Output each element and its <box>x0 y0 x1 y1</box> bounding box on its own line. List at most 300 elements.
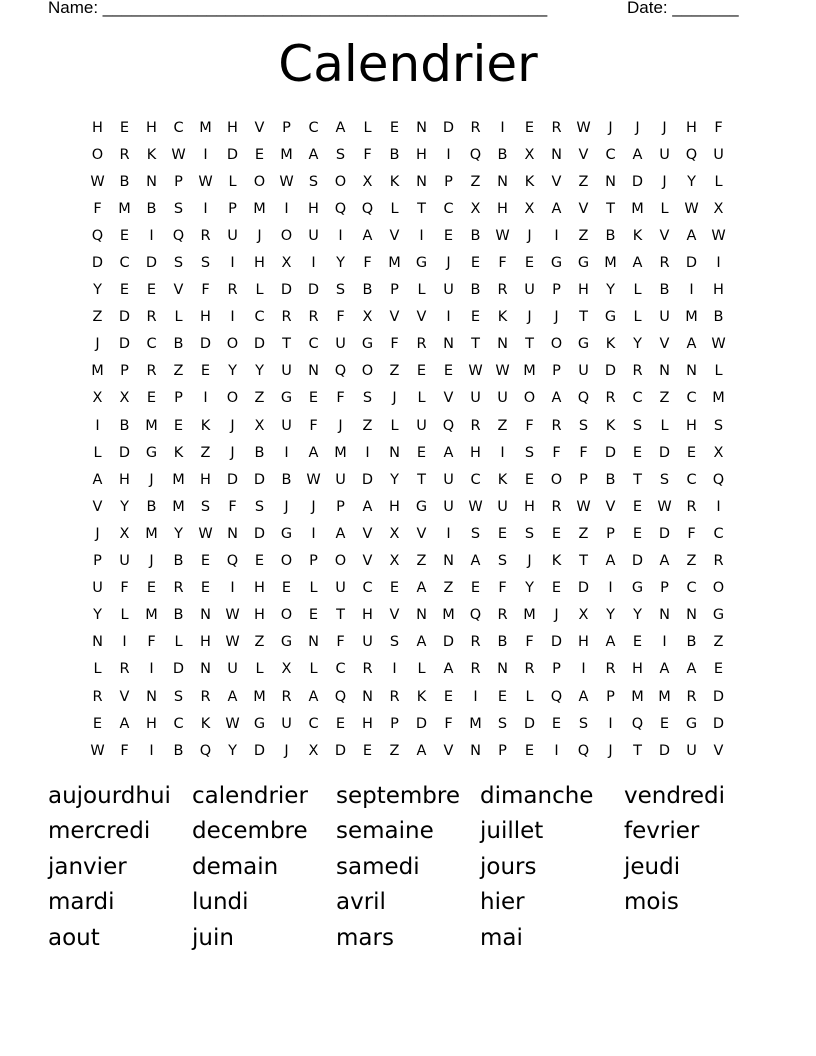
grid-letter: Z <box>92 309 103 326</box>
grid-letter: D <box>658 444 671 461</box>
grid-letter: J <box>95 525 100 542</box>
grid-letter: Y <box>93 282 102 299</box>
grid-letter: C <box>119 255 130 272</box>
grid-letter: B <box>713 309 724 326</box>
grid-letter: X <box>578 607 589 624</box>
grid-letter: E <box>497 688 508 705</box>
grid-letter: J <box>149 553 154 570</box>
grid-letter: F <box>363 255 372 272</box>
grid-letter: I <box>230 255 235 272</box>
grid-letter: W <box>90 742 105 759</box>
grid-letter: Z <box>578 227 589 244</box>
grid-letter: I <box>554 742 559 759</box>
grid-letter: M <box>712 390 725 407</box>
grid-letter: C <box>308 715 319 732</box>
grid-letter: Z <box>578 173 589 190</box>
grid-letter: B <box>497 146 508 163</box>
grid-letter: Z <box>686 553 697 570</box>
grid-letter: T <box>633 742 642 759</box>
grid-letter: P <box>660 580 669 597</box>
grid-letter: L <box>363 119 372 136</box>
grid-letter: L <box>714 173 723 190</box>
grid-letter: P <box>390 282 399 299</box>
grid-letter: Q <box>334 688 347 705</box>
grid-letter: Q <box>631 715 644 732</box>
grid-letter: N <box>497 336 508 353</box>
grid-letter: Y <box>120 498 129 515</box>
grid-row <box>84 331 732 358</box>
grid-letter: S <box>335 146 346 163</box>
grid-letter: D <box>442 634 455 651</box>
word-bank-item: mercredi <box>48 818 151 845</box>
grid-letter: H <box>146 119 157 136</box>
grid-letter: Y <box>255 363 264 380</box>
grid-letter: A <box>119 715 130 732</box>
grid-letter: R <box>632 363 643 380</box>
grid-letter: I <box>122 634 127 651</box>
grid-letter: N <box>443 553 454 570</box>
grid-letter: E <box>389 580 400 597</box>
grid-letter: U <box>335 580 346 597</box>
grid-letter: P <box>336 498 345 515</box>
grid-letter: U <box>659 146 670 163</box>
grid-letter: H <box>632 661 643 678</box>
grid-letter: I <box>500 119 505 136</box>
grid-letter: A <box>632 255 643 272</box>
grid-letter: P <box>579 471 588 488</box>
grid-letter: E <box>632 444 643 461</box>
grid-letter: H <box>254 255 265 272</box>
grid-letter: A <box>308 444 319 461</box>
word-bank-item: semaine <box>336 818 434 845</box>
grid-letter: E <box>362 742 373 759</box>
grid-letter: H <box>119 471 130 488</box>
grid-letter: T <box>336 607 345 624</box>
word-bank-row <box>48 885 778 921</box>
grid-letter: S <box>308 173 319 190</box>
grid-letter: U <box>497 390 508 407</box>
grid-letter: E <box>470 580 481 597</box>
grid-letter: W <box>225 607 240 624</box>
grid-letter: G <box>280 525 293 542</box>
grid-letter: J <box>635 119 640 136</box>
grid-letter: M <box>91 363 104 380</box>
grid-letter: I <box>365 444 370 461</box>
grid-letter: I <box>149 661 154 678</box>
grid-letter: J <box>149 471 154 488</box>
grid-letter: I <box>662 634 667 651</box>
grid-letter: U <box>524 282 535 299</box>
grid-letter: N <box>92 634 103 651</box>
grid-letter: S <box>524 444 535 461</box>
grid-letter: D <box>685 255 698 272</box>
word-bank-item: mai <box>480 924 523 951</box>
grid-letter: D <box>172 661 185 678</box>
grid-letter: U <box>335 471 346 488</box>
grid-letter: U <box>362 634 373 651</box>
grid-letter: E <box>416 444 427 461</box>
grid-letter: E <box>470 309 481 326</box>
grid-letter: O <box>550 336 563 353</box>
grid-row <box>84 141 732 168</box>
grid-letter: N <box>308 634 319 651</box>
grid-letter: L <box>255 282 264 299</box>
grid-letter: W <box>468 498 483 515</box>
grid-letter: R <box>308 309 319 326</box>
grid-letter: F <box>336 309 345 326</box>
grid-letter: F <box>120 580 129 597</box>
grid-letter: G <box>280 634 293 651</box>
grid-letter: Q <box>469 146 482 163</box>
grid-letter: R <box>605 390 616 407</box>
grid-letter: L <box>525 688 534 705</box>
grid-letter: H <box>389 498 400 515</box>
grid-letter: C <box>686 390 697 407</box>
grid-letter: L <box>174 309 183 326</box>
grid-letter: M <box>334 444 347 461</box>
grid-letter: C <box>632 390 643 407</box>
grid-letter: R <box>146 363 157 380</box>
grid-letter: J <box>554 607 559 624</box>
grid-letter: E <box>632 498 643 515</box>
grid-letter: E <box>200 363 211 380</box>
grid-letter: R <box>416 336 427 353</box>
grid-letter: N <box>416 119 427 136</box>
grid-letter: D <box>226 471 239 488</box>
grid-letter: E <box>659 715 670 732</box>
grid-letter: H <box>497 200 508 217</box>
grid-letter: K <box>389 173 400 190</box>
grid-letter: H <box>227 119 238 136</box>
grid-letter: X <box>713 200 724 217</box>
grid-letter: F <box>714 119 723 136</box>
grid-letter: V <box>416 309 427 326</box>
word-bank-item: jours <box>480 853 537 880</box>
grid-letter: K <box>605 336 616 353</box>
grid-letter: I <box>230 580 235 597</box>
grid-letter: N <box>497 661 508 678</box>
grid-letter: S <box>578 715 589 732</box>
grid-letter: C <box>335 661 346 678</box>
word-bank-item: janvier <box>48 853 127 880</box>
grid-letter: X <box>281 255 292 272</box>
grid-letter: I <box>419 227 424 244</box>
grid-letter: I <box>95 417 100 434</box>
grid-letter: U <box>281 715 292 732</box>
grid-letter: Q <box>226 553 239 570</box>
grid-row <box>84 629 732 656</box>
grid-letter: H <box>200 471 211 488</box>
grid-letter: Q <box>712 471 725 488</box>
grid-letter: V <box>578 146 589 163</box>
grid-row <box>84 466 732 493</box>
grid-letter: V <box>578 200 589 217</box>
grid-letter: R <box>470 634 481 651</box>
grid-letter: L <box>120 607 129 624</box>
grid-letter: A <box>416 580 427 597</box>
grid-letter: P <box>174 390 183 407</box>
grid-letter: T <box>606 200 615 217</box>
word-bank-row <box>48 849 778 885</box>
grid-letter: X <box>92 390 103 407</box>
grid-letter: W <box>657 498 672 515</box>
grid-letter: H <box>200 309 211 326</box>
date-field-line: Date: _______ <box>627 0 739 17</box>
grid-letter: Q <box>172 227 185 244</box>
grid-letter: J <box>446 255 451 272</box>
grid-letter: D <box>253 336 266 353</box>
grid-letter: O <box>523 390 536 407</box>
grid-letter: E <box>443 227 454 244</box>
grid-letter: S <box>254 498 265 515</box>
grid-letter: L <box>309 580 318 597</box>
word-bank-item: mois <box>624 889 679 916</box>
grid-letter: J <box>284 498 289 515</box>
grid-letter: S <box>173 688 184 705</box>
grid-row <box>84 249 732 276</box>
grid-letter: A <box>686 661 697 678</box>
grid-letter: C <box>443 200 454 217</box>
grid-row <box>84 439 732 466</box>
grid-letter: I <box>203 390 208 407</box>
grid-letter: Z <box>713 634 724 651</box>
grid-letter: K <box>551 553 562 570</box>
grid-letter: J <box>311 498 316 515</box>
grid-letter: R <box>227 282 238 299</box>
grid-letter: B <box>686 634 697 651</box>
grid-letter: R <box>362 661 373 678</box>
grid-row <box>84 710 732 737</box>
grid-letter: M <box>118 200 131 217</box>
grid-letter: S <box>173 255 184 272</box>
grid-letter: T <box>579 309 588 326</box>
grid-letter: A <box>659 553 670 570</box>
grid-letter: P <box>498 742 507 759</box>
grid-letter: P <box>444 173 453 190</box>
grid-letter: V <box>713 742 724 759</box>
grid-letter: G <box>685 715 698 732</box>
grid-letter: G <box>712 607 725 624</box>
grid-letter: A <box>659 661 670 678</box>
grid-letter: I <box>608 580 613 597</box>
grid-letter: K <box>146 146 157 163</box>
grid-letter: W <box>576 119 591 136</box>
word-bank-row <box>48 778 778 814</box>
grid-letter: K <box>605 417 616 434</box>
grid-letter: O <box>280 553 293 570</box>
grid-letter: I <box>554 227 559 244</box>
grid-letter: V <box>605 498 616 515</box>
grid-letter: A <box>605 634 616 651</box>
grid-letter: Y <box>525 580 534 597</box>
grid-letter: J <box>284 742 289 759</box>
grid-letter: U <box>578 363 589 380</box>
grid-letter: D <box>118 309 131 326</box>
grid-letter: R <box>713 553 724 570</box>
grid-letter: S <box>200 255 211 272</box>
grid-letter: S <box>173 200 184 217</box>
grid-letter: C <box>308 119 319 136</box>
grid-letter: Z <box>416 553 427 570</box>
grid-letter: R <box>551 417 562 434</box>
grid-letter: E <box>686 444 697 461</box>
grid-letter: X <box>308 742 319 759</box>
grid-letter: H <box>470 444 481 461</box>
grid-letter: X <box>119 525 130 542</box>
grid-letter: N <box>659 363 670 380</box>
grid-letter: N <box>470 742 481 759</box>
grid-letter: D <box>118 444 131 461</box>
grid-letter: F <box>552 444 561 461</box>
grid-letter: W <box>90 173 105 190</box>
grid-letter: K <box>200 715 211 732</box>
grid-letter: V <box>389 309 400 326</box>
grid-letter: M <box>604 255 617 272</box>
grid-letter: N <box>416 173 427 190</box>
grid-letter: S <box>524 525 535 542</box>
grid-letter: X <box>713 444 724 461</box>
grid-letter: F <box>120 742 129 759</box>
grid-letter: U <box>686 742 697 759</box>
grid-letter: M <box>253 688 266 705</box>
grid-letter: R <box>524 661 535 678</box>
grid-letter: H <box>524 498 535 515</box>
grid-letter: X <box>362 173 373 190</box>
grid-letter: E <box>497 525 508 542</box>
grid-letter: C <box>254 309 265 326</box>
grid-letter: B <box>470 282 481 299</box>
grid-letter: O <box>550 471 563 488</box>
grid-letter: N <box>308 363 319 380</box>
grid-letter: S <box>659 471 670 488</box>
grid-letter: G <box>577 336 590 353</box>
grid-letter: B <box>605 471 616 488</box>
grid-letter: F <box>579 444 588 461</box>
grid-letter: S <box>362 390 373 407</box>
grid-letter: C <box>308 336 319 353</box>
grid-letter: G <box>145 444 158 461</box>
grid-letter: V <box>119 688 130 705</box>
grid-letter: O <box>253 173 266 190</box>
grid-letter: A <box>362 227 373 244</box>
grid-letter: F <box>498 255 507 272</box>
grid-letter: A <box>686 227 697 244</box>
grid-letter: L <box>174 634 183 651</box>
grid-letter: A <box>416 742 427 759</box>
grid-letter: F <box>228 498 237 515</box>
grid-row <box>84 114 732 141</box>
grid-letter: J <box>392 390 397 407</box>
grid-letter: U <box>92 580 103 597</box>
grid-letter: R <box>686 688 697 705</box>
grid-letter: Q <box>442 417 455 434</box>
grid-letter: E <box>308 607 319 624</box>
grid-letter: K <box>416 688 427 705</box>
grid-letter: J <box>257 227 262 244</box>
grid-letter: Z <box>497 417 508 434</box>
grid-letter: I <box>338 227 343 244</box>
grid-letter: Z <box>470 173 481 190</box>
grid-letter: M <box>253 200 266 217</box>
grid-letter: J <box>662 119 667 136</box>
grid-letter: I <box>473 688 478 705</box>
grid-letter: W <box>711 227 726 244</box>
grid-letter: Y <box>174 525 183 542</box>
grid-letter: D <box>712 715 725 732</box>
grid-letter: U <box>281 363 292 380</box>
grid-letter: A <box>92 471 103 488</box>
grid-letter: P <box>390 715 399 732</box>
grid-letter: P <box>552 661 561 678</box>
grid-letter: L <box>93 444 102 461</box>
grid-letter: Z <box>443 580 454 597</box>
grid-letter: L <box>417 661 426 678</box>
grid-letter: I <box>608 715 613 732</box>
grid-letter: R <box>281 688 292 705</box>
grid-letter: E <box>632 634 643 651</box>
grid-letter: M <box>199 119 212 136</box>
grid-letter: B <box>497 634 508 651</box>
grid-letter: N <box>227 525 238 542</box>
grid-letter: S <box>389 634 400 651</box>
grid-letter: U <box>470 390 481 407</box>
grid-letter: D <box>712 688 725 705</box>
grid-letter: E <box>254 553 265 570</box>
grid-letter: T <box>471 336 480 353</box>
grid-letter: N <box>200 661 211 678</box>
grid-letter: A <box>335 525 346 542</box>
grid-row <box>84 548 732 575</box>
grid-letter: B <box>173 607 184 624</box>
grid-letter: L <box>417 390 426 407</box>
grid-letter: I <box>284 200 289 217</box>
grid-letter: D <box>442 119 455 136</box>
grid-letter: G <box>604 309 617 326</box>
grid-letter: S <box>200 498 211 515</box>
grid-letter: E <box>551 715 562 732</box>
grid-letter: E <box>551 525 562 542</box>
grid-letter: N <box>416 607 427 624</box>
grid-letter: U <box>443 498 454 515</box>
word-bank-item: samedi <box>336 853 420 880</box>
grid-letter: N <box>605 173 616 190</box>
grid-letter: R <box>119 146 130 163</box>
grid-letter: V <box>362 525 373 542</box>
grid-letter: W <box>225 634 240 651</box>
grid-letter: A <box>308 688 319 705</box>
word-bank <box>48 778 778 956</box>
grid-letter: A <box>362 498 373 515</box>
grid-letter: I <box>311 255 316 272</box>
grid-letter: H <box>308 200 319 217</box>
grid-letter: E <box>200 553 211 570</box>
grid-letter: H <box>416 146 427 163</box>
grid-letter: I <box>392 661 397 678</box>
grid-letter: Y <box>390 471 399 488</box>
grid-letter: U <box>416 417 427 434</box>
grid-letter: U <box>227 227 238 244</box>
grid-letter: U <box>281 417 292 434</box>
grid-letter: H <box>146 715 157 732</box>
grid-letter: E <box>335 715 346 732</box>
grid-letter: A <box>470 553 481 570</box>
grid-letter: W <box>198 525 213 542</box>
grid-letter: R <box>281 309 292 326</box>
grid-letter: F <box>201 282 210 299</box>
grid-letter: B <box>173 553 184 570</box>
word-bank-item: mardi <box>48 889 115 916</box>
grid-letter: J <box>554 309 559 326</box>
